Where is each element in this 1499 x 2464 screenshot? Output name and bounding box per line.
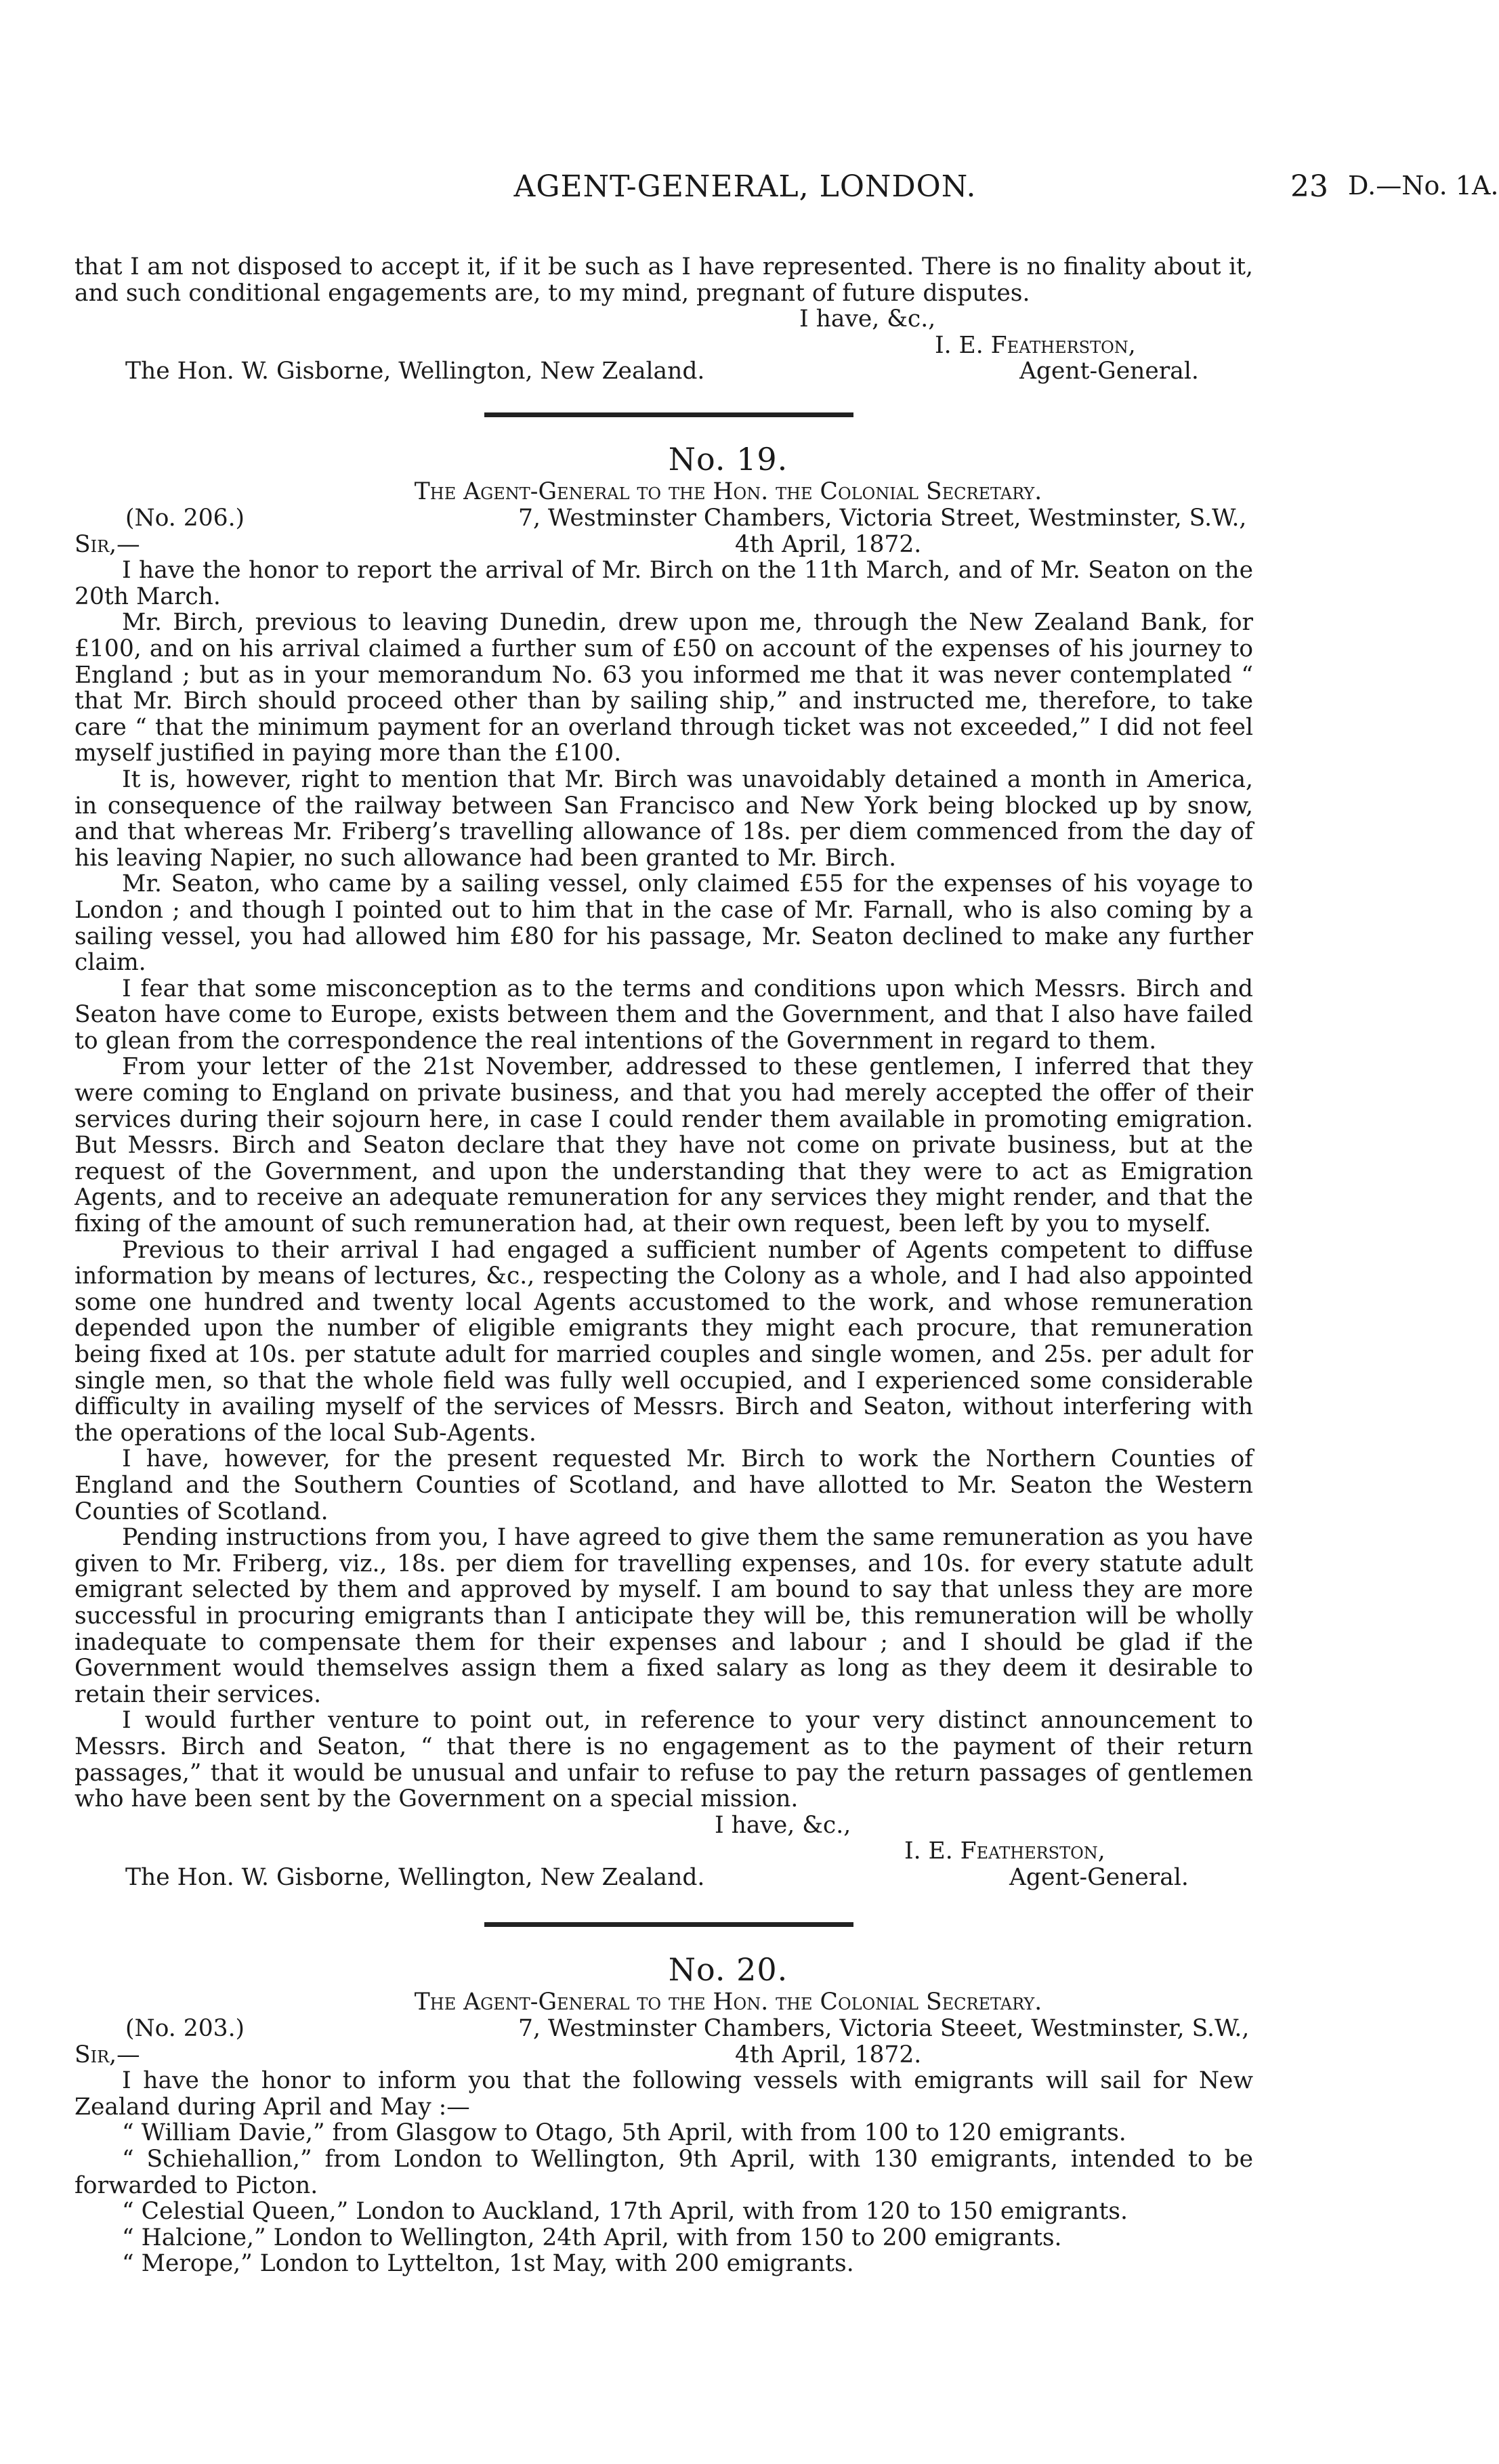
page-header <box>75 169 1499 217</box>
vessel-list-item: “ William Davie,” from Glasgow to Otago, 5th April, with from 100 to 120 emigrants. <box>122 2119 1126 2147</box>
body-paragraph: Mr. Seaton, who came by a sailing vessel, only claimed £55 for the expenses of his voyage to London ; and though I pointed out to him that in the case of Mr. Farnall, who is also coming by a sailing vessel, you had allowed him £80 for his passage, Mr. Seaton declined to make any further claim. <box>75 870 1253 977</box>
vessel-list-item: “ Schiehallion,” from London to Wellington, 9th April, with 130 emigrants, intended to be forwarded to Picton. <box>75 2145 1253 2199</box>
body-paragraph: From your letter of the 21st November, addressed to these gentlemen, I inferred that they were coming to England on private business, and that you had merely accepted the offer of their services during their sojourn here, in case I could render them available in promoting emigration. But Messrs. Birch and Seaton declare that they have not come on private business, but at the request of the Government, and upon the understanding that they were to act as Emigration Agents, and to receive an adequate remuneration for any services they might render, and that the fixing of the amount of such remuneration had, at their own request, been left by you to myself. <box>75 1053 1253 1238</box>
body-paragraph: I have the honor to report the arrival of Mr. Birch on the 11th March, and of Mr. Seaton on the 20th March. <box>75 557 1253 610</box>
letter-ref: (No. 206.) <box>125 505 245 532</box>
signatory-title: Agent-General. <box>1009 1863 1189 1891</box>
letter-no-19 <box>75 440 1253 1890</box>
body-paragraph: I fear that some misconception as to the terms and conditions upon which Messrs. Birch and Seaton have come to Europe, exists between them and the Government, and that I also have failed to glean from the correspondence the real intentions of the Government in regard to them. <box>75 975 1253 1055</box>
letter-date: 4th April, 1872. <box>735 2041 922 2068</box>
continuation-paragraph: that I am not disposed to accept it, if it be such as I have represented. There is no finality about it, and such conditional engagements are, to my mind, pregnant of future disputes. <box>75 253 1253 307</box>
closing: I have, &c., <box>799 305 936 333</box>
body-paragraph: I have the honor to inform you that the following vessels with emigrants will sail for New Zealand during April and May :— <box>75 2067 1253 2121</box>
signatory: I. E. Featherston, <box>935 331 1136 359</box>
body-paragraph: I have, however, for the present requested Mr. Birch to work the Northern Counties of England and the Southern Counties of Scotland, and have allotted to Mr. Seaton the Western Counties of Scotland. <box>75 1445 1253 1525</box>
section-divider <box>484 412 853 417</box>
sender-address: 7, Westminster Chambers, Victoria Street, Westminster, S.W., <box>518 505 1247 532</box>
letter-number: No. 19. <box>668 441 788 477</box>
addressee: The Hon. W. Gisborne, Wellington, New Zealand. <box>125 358 705 385</box>
signatory: I. E. Featherston, <box>904 1838 1105 1865</box>
body-paragraph: It is, however, right to mention that Mr. Birch was unavoidably detained a month in America, in consequence of the railway between San Francisco and New York being blocked up by snow, and that whereas Mr. Friberg’s travelling allowance of 18s. per diem commenced from the day of his leaving Napier, no such allowance had been granted to Mr. Birch. <box>75 765 1253 872</box>
document-reference: D.—No. 1A. <box>1348 171 1499 200</box>
addressee: The Hon. W. Gisborne, Wellington, New Zealand. <box>125 1863 705 1891</box>
vessel-list-item: “ Merope,” London to Lyttelton, 1st May, with 200 emigrants. <box>122 2250 854 2278</box>
body-paragraph: I would further venture to point out, in reference to your very distinct announcement to Messrs. Birch and Seaton, “ that there is no engagement as to the payment of their return passages,” that it would be unusual and unfair to refuse to pay the return passages of gentlemen who have been sent by the Government on a special mission. <box>75 1707 1253 1813</box>
signatory-title: Agent-General. <box>1019 358 1199 385</box>
letter-heading: The Agent-General to the Hon. the Colonial Secretary. <box>414 478 1042 505</box>
vessel-list-item: “ Celestial Queen,” London to Auckland, 17th April, with from 120 to 150 emigrants. <box>122 2198 1128 2226</box>
letter-number: No. 20. <box>668 1951 788 1988</box>
body-paragraph: Pending instructions from you, I have agreed to give them the same remuneration as you have given to Mr. Friberg, viz., 18s. per diem for travelling expenses, and 10s. for every statute adult emigrant selected by them and approved by myself. I am bound to say that unless they are more successful in procuring emigrants than I anticipate they will be, this remuneration will be wholly inadequate to compensate them for their expenses and labour ; and I should be glad if the Government would themselves assign them a fixed salary as long as they deem it desirable to retain their services. <box>75 1524 1253 1708</box>
section-divider <box>484 1922 853 1927</box>
salutation: Sir,— <box>75 2041 140 2068</box>
letter-ref: (No. 203.) <box>125 2015 245 2042</box>
body-paragraph: Mr. Birch, previous to leaving Dunedin, drew upon me, through the New Zealand Bank, for £100, and on his arrival claimed a further sum of £50 on account of the expenses of his journey to England ; but as in your memorandum No. 63 you informed me that it was never contemplated “ that Mr. Birch should proceed other than by sailing ship,” and instructed me, therefore, to take care “ that the minimum payment for an overland through ticket was not exceeded,” I did not feel myself justified in paying more than the £100. <box>75 609 1253 767</box>
running-title: AGENT-GENERAL, LONDON. <box>513 169 977 204</box>
letter-date: 4th April, 1872. <box>735 530 922 558</box>
sender-address: 7, Westminster Chambers, Victoria Steeet, Westminster, S.W., <box>518 2015 1250 2042</box>
vessel-list-item: “ Halcione,” London to Wellington, 24th April, with from 150 to 200 emigrants. <box>122 2224 1062 2251</box>
closing: I have, &c., <box>715 1811 851 1839</box>
previous-letter-ending <box>75 254 1253 385</box>
body-paragraph: Previous to their arrival I had engaged a sufficient number of Agents competent to diffuse information by means of lectures, &c., respecting the Colony as a whole, and I had also appointed some one hundred and twenty local Agents accustomed to the work, and whose remuneration depended upon the number of eligible emigrants they might each procure, that remuneration being fixed at 10s. per statute adult for married couples and single women, and 25s. per adult for single men, so that the whole field was fully well occupied, and I experienced some considerable difficulty in availing myself of the services of Messrs. Birch and Seaton, without interfering with the operations of the local Sub-Agents. <box>75 1236 1253 1447</box>
letter-no-20 <box>75 1951 1253 2277</box>
letter-heading: The Agent-General to the Hon. the Colonial Secretary. <box>414 1989 1042 2016</box>
salutation: Sir,— <box>75 530 140 558</box>
page-number: 23 <box>1290 169 1328 204</box>
